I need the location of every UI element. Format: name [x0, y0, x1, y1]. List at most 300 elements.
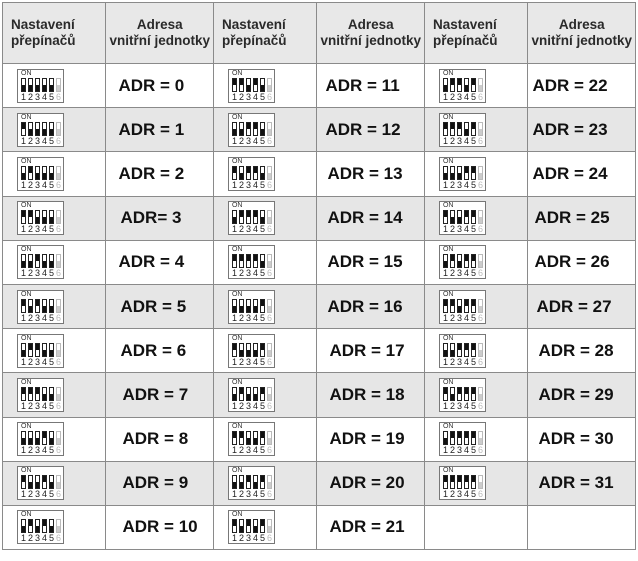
dip-number: 5: [470, 356, 476, 367]
dip-knob: [22, 388, 25, 394]
address-cell: [528, 505, 636, 549]
dip-number: 1: [442, 268, 448, 279]
dip-number: 6: [477, 400, 483, 411]
dip-number: 6: [55, 268, 61, 279]
dip-switch: [228, 157, 275, 191]
address-cell: [106, 64, 214, 108]
dip-number: 3: [34, 400, 40, 411]
dip-on-label: ON: [21, 378, 32, 386]
dip-number: 1: [20, 91, 26, 102]
dip-number: 5: [470, 91, 476, 102]
dip-slider-4: [464, 210, 469, 224]
dip-number: 5: [470, 135, 476, 146]
dip-slider-4: [464, 343, 469, 357]
dip-slider-2: [239, 122, 244, 136]
dip-knob: [268, 526, 271, 532]
address-cell: [528, 417, 636, 461]
dip-knob: [465, 476, 468, 482]
switch-setting-cell: [424, 373, 527, 417]
switch-setting-cell: [424, 196, 527, 240]
switch-setting-cell: [213, 329, 316, 373]
dip-number: 6: [477, 356, 483, 367]
dip-on-label: ON: [231, 69, 243, 77]
switch-setting-cell: [213, 64, 316, 108]
dip-knob: [247, 394, 250, 400]
address-label: ADR = 10: [122, 517, 198, 537]
dip-number: 3: [245, 312, 251, 323]
address-label: ADR = 24: [532, 163, 608, 183]
dip-number: 4: [252, 445, 258, 456]
dip-slider-6: [478, 343, 483, 357]
dip-slider-3: [246, 78, 251, 92]
dip-number: 5: [259, 445, 265, 456]
dip-slider-1: [232, 78, 237, 92]
dip-number: 6: [477, 489, 483, 500]
address-header: [528, 3, 636, 64]
dip-knob: [254, 350, 257, 356]
dip-slider-5: [49, 210, 54, 224]
address-label: ADR = 4: [118, 252, 185, 272]
dip-knob: [36, 388, 39, 394]
dip-slider-6: [56, 343, 61, 357]
dip-slider-6: [478, 387, 483, 401]
dip-knob: [57, 306, 60, 312]
address-cell: [106, 329, 214, 373]
address-label: ADR = 6: [120, 340, 187, 360]
dip-knob: [444, 300, 447, 306]
dip-slider-2: [28, 431, 33, 445]
address-label: ADR = 9: [122, 473, 189, 493]
dip-slider-5: [49, 122, 54, 136]
dip-knob: [50, 306, 53, 312]
dip-number: 6: [266, 400, 272, 411]
address-cell: [106, 108, 214, 152]
address-label: ADR = 12: [325, 119, 401, 139]
dip-knob: [22, 438, 25, 444]
dip-number: 2: [238, 179, 244, 190]
switch-setting-cell: [424, 329, 527, 373]
address-label: ADR = 31: [538, 473, 614, 493]
dip-number: 6: [477, 445, 483, 456]
dip-knob: [261, 520, 264, 526]
dip-slider-4: [42, 431, 47, 445]
dip-knob: [36, 438, 39, 444]
address-cell: [528, 152, 636, 196]
address-cell: [528, 108, 636, 152]
dip-slider-5: [471, 343, 476, 357]
dip-number: 1: [231, 533, 237, 544]
dip-slider-5: [49, 166, 54, 180]
dip-knob: [36, 85, 39, 91]
dip-slider-3: [457, 166, 462, 180]
dip-number: 1: [231, 312, 237, 323]
dip-knob: [444, 476, 447, 482]
dip-knob: [247, 520, 250, 526]
dip-knob: [247, 123, 250, 129]
dip-knob: [57, 350, 60, 356]
header-line: přepínačů: [432, 33, 498, 48]
dip-slider-5: [49, 254, 54, 268]
dip-number: 1: [231, 135, 237, 146]
header-line: přepínačů: [221, 33, 287, 48]
address-label: ADR = 18: [329, 384, 405, 404]
dip-number: 4: [252, 533, 258, 544]
dip-knob: [458, 123, 461, 129]
address-cell: [528, 461, 636, 505]
dip-slider-2: [239, 210, 244, 224]
dip-number: 3: [34, 135, 40, 146]
header-line: Nastavení: [221, 17, 286, 32]
dip-number: 5: [259, 135, 265, 146]
dip-switch: [228, 113, 275, 147]
dip-number: 1: [20, 489, 26, 500]
dip-knob: [29, 85, 32, 91]
dip-slider-1: [443, 254, 448, 268]
dip-slider-6: [478, 122, 483, 136]
address-cell: [528, 196, 636, 240]
dip-number: 2: [238, 135, 244, 146]
dip-number: 1: [231, 356, 237, 367]
dip-number: 1: [20, 356, 26, 367]
dip-number: 2: [449, 356, 455, 367]
switch-setting-cell: [3, 240, 106, 284]
dip-slider-3: [246, 254, 251, 268]
dip-number: 2: [27, 533, 33, 544]
dip-slider-1: [21, 475, 26, 489]
dip-switch: [439, 422, 486, 456]
dip-switch: [17, 245, 64, 279]
dip-number: 3: [34, 445, 40, 456]
dip-knob: [36, 255, 39, 261]
dip-number: 1: [442, 224, 448, 235]
dip-on-label: ON: [231, 511, 243, 519]
dip-slider-6: [267, 122, 272, 136]
switch-setting-cell: [3, 152, 106, 196]
dip-switch: [17, 201, 64, 235]
dip-slider-2: [239, 78, 244, 92]
dip-knob: [247, 306, 250, 312]
dip-number: 2: [27, 400, 33, 411]
dip-number: 6: [266, 91, 272, 102]
dip-knob: [240, 255, 243, 261]
dip-number: 2: [449, 312, 455, 323]
dip-knob: [29, 129, 32, 135]
dip-number: 2: [27, 268, 33, 279]
dip-knob: [268, 173, 271, 179]
dip-slider-3: [246, 431, 251, 445]
dip-slider-1: [21, 387, 26, 401]
switch-setting-cell: [424, 284, 527, 328]
dip-number: 1: [20, 224, 26, 235]
dip-number: 1: [20, 445, 26, 456]
dip-number: 5: [470, 312, 476, 323]
dip-slider-4: [42, 475, 47, 489]
dip-knob: [458, 388, 461, 394]
switch-settings-header: [3, 3, 106, 64]
switch-setting-cell: [213, 284, 316, 328]
dip-knob: [451, 217, 454, 223]
address-label: ADR = 0: [118, 75, 185, 95]
dip-on-label: ON: [442, 378, 454, 386]
dip-slider-2: [450, 122, 455, 136]
dip-knob: [451, 173, 454, 179]
dip-slider-4: [464, 166, 469, 180]
dip-knob: [472, 476, 475, 482]
dip-slider-3: [457, 78, 462, 92]
dip-knob: [247, 85, 250, 91]
dip-slider-5: [49, 299, 54, 313]
dip-knob: [50, 129, 53, 135]
dip-on-label: ON: [231, 423, 243, 431]
address-cell: [317, 417, 425, 461]
dip-knob: [240, 432, 243, 438]
dip-knob: [240, 482, 243, 488]
table-row: [3, 505, 636, 549]
dip-slider-5: [49, 519, 54, 533]
dip-switch: [17, 510, 64, 544]
dip-slider-3: [457, 254, 462, 268]
dip-slider-2: [450, 387, 455, 401]
dip-slider-2: [239, 387, 244, 401]
dip-number: 3: [456, 224, 462, 235]
dip-slider-6: [56, 387, 61, 401]
dip-number: 4: [41, 445, 47, 456]
dip-knob: [451, 394, 454, 400]
dip-knob: [240, 79, 243, 85]
dip-switch: [228, 69, 275, 103]
dip-number: 5: [48, 533, 54, 544]
dip-number: 6: [55, 356, 61, 367]
dip-number: 1: [20, 312, 26, 323]
dip-number: 3: [456, 179, 462, 190]
dip-knob: [22, 261, 25, 267]
dip-knob: [57, 482, 60, 488]
dip-knob: [43, 394, 46, 400]
dip-slider-6: [478, 431, 483, 445]
address-label: ADR = 15: [327, 252, 403, 272]
dip-knob: [43, 261, 46, 267]
dip-number: 1: [231, 489, 237, 500]
dip-switch: [439, 113, 486, 147]
switch-setting-cell: [213, 152, 316, 196]
dip-knob: [247, 255, 250, 261]
dip-switch: [17, 113, 64, 147]
dip-slider-2: [28, 519, 33, 533]
table-row: [3, 461, 636, 505]
dip-slider-1: [443, 122, 448, 136]
address-cell: [106, 284, 214, 328]
dip-switch: [17, 69, 64, 103]
dip-knob: [247, 167, 250, 173]
dip-slider-4: [42, 387, 47, 401]
dip-switch: [439, 466, 486, 500]
dip-slider-5: [49, 431, 54, 445]
dip-number: 4: [252, 400, 258, 411]
dip-switch: [439, 378, 486, 412]
dip-knob: [240, 526, 243, 532]
dip-number: 2: [238, 400, 244, 411]
dip-on-label: ON: [21, 157, 32, 165]
dip-number: 4: [252, 135, 258, 146]
dip-knob: [465, 255, 468, 261]
dip-slider-6: [267, 78, 272, 92]
dip-number: 6: [477, 224, 483, 235]
dip-slider-1: [232, 254, 237, 268]
dip-slider-2: [450, 78, 455, 92]
dip-number: 5: [470, 179, 476, 190]
dip-slider-2: [28, 299, 33, 313]
dip-knob: [479, 129, 482, 135]
dip-knob: [254, 526, 257, 532]
dip-knob: [254, 79, 257, 85]
dip-number: 4: [252, 224, 258, 235]
dip-slider-4: [253, 166, 258, 180]
dip-number: 4: [463, 356, 469, 367]
table-row: [3, 373, 636, 417]
header-line: vnitřní jednotky: [320, 33, 421, 48]
dip-number: 3: [245, 356, 251, 367]
table-row: [3, 417, 636, 461]
dip-slider-6: [267, 254, 272, 268]
switch-setting-cell: [3, 417, 106, 461]
dip-number: 3: [34, 268, 40, 279]
dip-number: 5: [470, 400, 476, 411]
dip-slider-4: [464, 299, 469, 313]
dip-slider-6: [267, 299, 272, 313]
dip-slider-2: [28, 78, 33, 92]
dip-knob: [451, 300, 454, 306]
dip-number: 5: [259, 356, 265, 367]
switch-setting-cell: [3, 329, 106, 373]
dip-slider-5: [260, 475, 265, 489]
dip-on-label: ON: [442, 334, 454, 342]
dip-knob: [472, 344, 475, 350]
dip-knob: [261, 173, 264, 179]
dip-on-label: ON: [442, 467, 454, 475]
dip-knob: [472, 388, 475, 394]
address-label: ADR = 30: [538, 429, 614, 449]
dip-switch: [228, 422, 275, 456]
dip-slider-3: [35, 254, 40, 268]
dip-number: 1: [231, 224, 237, 235]
dip-switch: [228, 290, 275, 324]
dip-knob: [465, 388, 468, 394]
dip-switch: [439, 245, 486, 279]
dip-knob: [22, 476, 25, 482]
dip-number: 3: [34, 91, 40, 102]
dip-slider-1: [443, 166, 448, 180]
dip-on-label: ON: [231, 246, 243, 254]
switch-setting-cell: [213, 461, 316, 505]
dip-number: 3: [456, 135, 462, 146]
dip-knob: [22, 350, 25, 356]
dip-number: 1: [20, 533, 26, 544]
dip-number: 4: [463, 268, 469, 279]
dip-knob: [233, 129, 236, 135]
dip-slider-2: [28, 343, 33, 357]
dip-on-label: ON: [442, 423, 454, 431]
address-label: ADR = 5: [120, 296, 187, 316]
dip-knob: [43, 306, 46, 312]
dip-number: 6: [266, 312, 272, 323]
dip-number: 2: [238, 268, 244, 279]
dip-number: 5: [48, 91, 54, 102]
dip-number: 6: [477, 312, 483, 323]
switch-setting-cell: [213, 196, 316, 240]
dip-number: 5: [48, 312, 54, 323]
dip-number: 1: [442, 91, 448, 102]
dip-number: 5: [48, 489, 54, 500]
table-row: [3, 196, 636, 240]
dip-number: 6: [55, 445, 61, 456]
dip-number: 5: [259, 489, 265, 500]
dip-number: 5: [48, 400, 54, 411]
dip-number: 3: [456, 445, 462, 456]
dip-slider-6: [478, 166, 483, 180]
dip-on-label: ON: [231, 378, 243, 386]
dip-knob: [458, 261, 461, 267]
dip-slider-5: [260, 387, 265, 401]
dip-number: 5: [48, 135, 54, 146]
dip-number: 2: [449, 179, 455, 190]
dip-number: 3: [456, 489, 462, 500]
dip-slider-5: [260, 166, 265, 180]
switch-setting-cell: [213, 505, 316, 549]
dip-switch: [17, 157, 64, 191]
dip-knob: [465, 129, 468, 135]
dip-knob: [268, 438, 271, 444]
dip-knob: [479, 85, 482, 91]
dip-knob: [268, 85, 271, 91]
dip-number: 5: [48, 179, 54, 190]
dip-knob: [36, 173, 39, 179]
dip-knob: [254, 394, 257, 400]
dip-slider-3: [246, 475, 251, 489]
dip-knob: [261, 388, 264, 394]
dip-slider-5: [260, 431, 265, 445]
dip-knob: [444, 438, 447, 444]
dip-slider-1: [21, 210, 26, 224]
dip-knob: [247, 438, 250, 444]
dip-knob: [472, 211, 475, 217]
dip-slider-3: [35, 122, 40, 136]
dip-knob: [444, 85, 447, 91]
dip-on-label: ON: [21, 246, 32, 254]
address-cell: [317, 152, 425, 196]
dip-switch: [228, 245, 275, 279]
dip-slider-6: [267, 210, 272, 224]
dip-knob: [43, 173, 46, 179]
dip-slider-2: [239, 166, 244, 180]
dip-number: 4: [41, 135, 47, 146]
dip-slider-2: [239, 343, 244, 357]
dip-number: 3: [456, 312, 462, 323]
dip-slider-6: [56, 78, 61, 92]
dip-knob: [268, 217, 271, 223]
dip-number: 1: [20, 135, 26, 146]
dip-knob: [261, 261, 264, 267]
dip-knob: [465, 85, 468, 91]
dip-number: 2: [27, 135, 33, 146]
dip-knob: [233, 217, 236, 223]
switch-setting-cell: [213, 108, 316, 152]
address-cell: [317, 284, 425, 328]
dip-number: 4: [41, 91, 47, 102]
dip-knob: [50, 217, 53, 223]
address-cell: [106, 417, 214, 461]
dip-knob: [43, 476, 46, 482]
dip-switch: [17, 290, 64, 324]
